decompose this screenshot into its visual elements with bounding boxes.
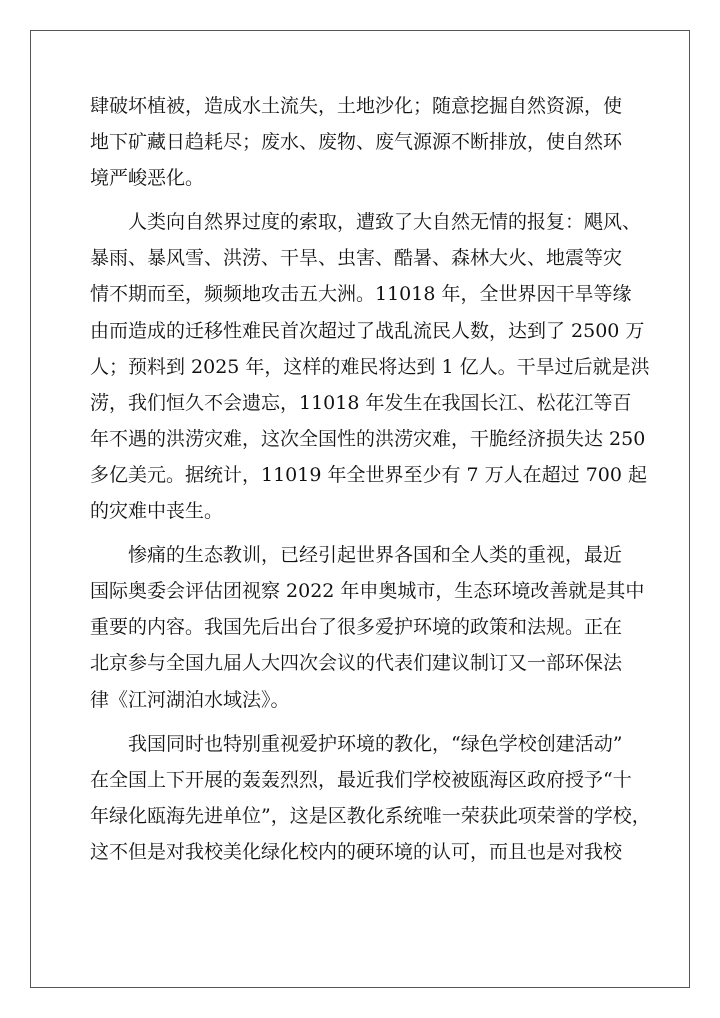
text-line: 重要的内容。我国先后出台了很多爱护环境的政策和法规。正在 bbox=[90, 616, 623, 639]
text-line: 我国同时也特别重视爱护环境的教化，“绿色学校创建活动” bbox=[128, 732, 623, 755]
paragraph-gap bbox=[90, 529, 635, 537]
text-line: 境严峻恶化。 bbox=[90, 167, 205, 190]
paragraph-gap bbox=[90, 196, 635, 204]
text-line: 多亿美元。据统计，11019 年全世界至少有 7 万人在超过 700 起 bbox=[90, 463, 647, 486]
text-line: 年不遇的洪涝灾难，这次全国性的洪涝灾难，干脆经济损失达 250 bbox=[90, 427, 646, 450]
text-line: 地下矿藏日趋耗尽；废水、废物、废气源源不断排放，使自然环 bbox=[90, 131, 623, 154]
text-line: 暴雨、暴风雪、洪涝、干旱、虫害、酷暑、森林大火、地震等灾 bbox=[90, 247, 623, 270]
text-line: 情不期而至，频频地攻击五大洲。11018 年，全世界因干旱等缘 bbox=[90, 283, 632, 306]
text-line: 的灾难中丧生。 bbox=[90, 500, 224, 523]
text-line: 由而造成的迁移性难民首次超过了战乱流民人数，达到了 2500 万 bbox=[90, 319, 645, 342]
text-line: 人类向自然界过度的索取，遭致了大自然无情的报复：飓风、 bbox=[128, 211, 642, 234]
text-line: 惨痛的生态教训，已经引起世界各国和全人类的重视，最近 bbox=[128, 544, 623, 567]
paragraph bbox=[90, 88, 635, 196]
text-line: 律《江河湖泊水域法》。 bbox=[90, 688, 290, 711]
document-body bbox=[90, 88, 651, 870]
text-line: 在全国上下开展的轰轰烈烈，最近我们学校被瓯海区政府授予“十 bbox=[90, 768, 632, 791]
text-line: 人；预料到 2025 年，这样的难民将达到 1 亿人。干旱过后就是洪 bbox=[90, 355, 650, 378]
text-line: 这不但是对我校美化绿化校内的硬环境的认可，而且也是对我校 bbox=[90, 840, 623, 863]
text-line: 涝，我们恒久不会遗忘，11018 年发生在我国长江、松花江等百 bbox=[90, 391, 632, 414]
paragraph bbox=[90, 726, 651, 870]
text-line: 年绿化瓯海先进单位”，这是区教化系统唯一荣获此项荣誉的学校， bbox=[90, 804, 651, 827]
paragraph bbox=[90, 204, 650, 529]
text-line: 北京参与全国九届人大四次会议的代表们建议制订又一部环保法 bbox=[90, 652, 623, 675]
paragraph-gap bbox=[90, 718, 635, 726]
text-line: 肆破坏植被，造成水土流失，土地沙化；随意挖掘自然资源，使 bbox=[90, 95, 623, 117]
paragraph bbox=[90, 537, 645, 717]
text-line: 国际奥委会评估团视察 2022 年申奥城市，生态环境改善就是其中 bbox=[90, 580, 645, 603]
